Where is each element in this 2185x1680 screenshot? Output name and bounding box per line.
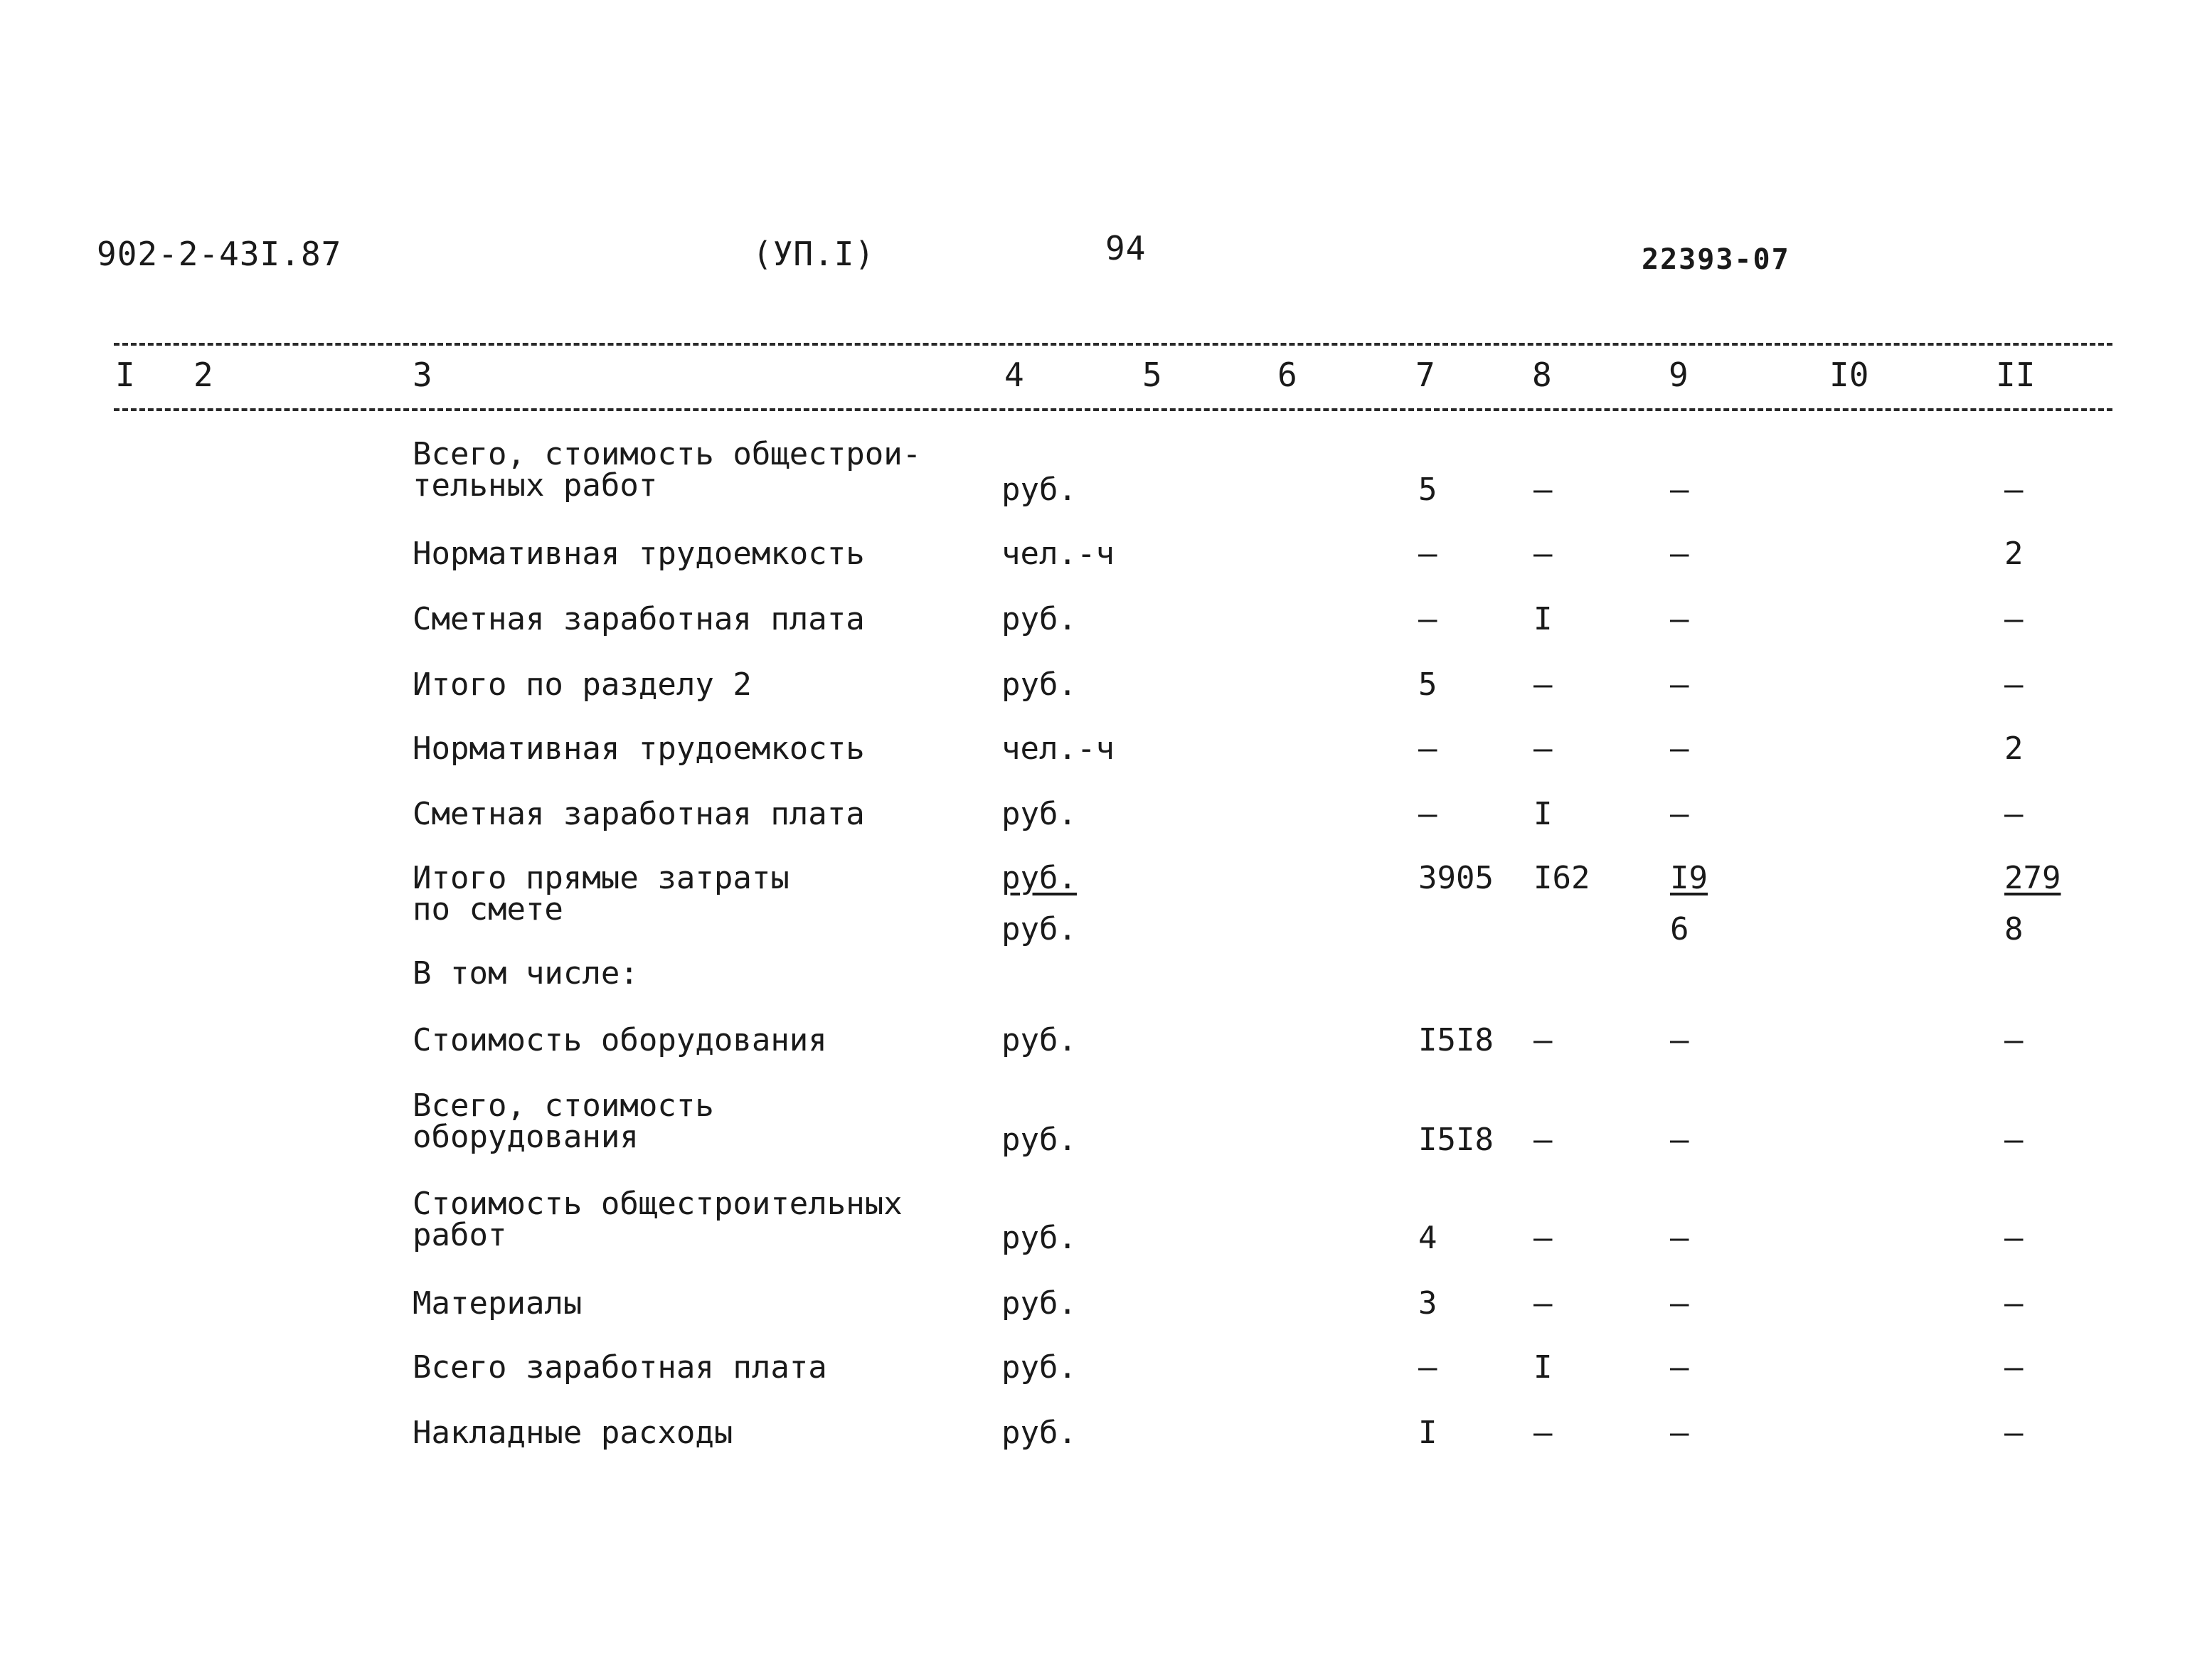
col7-value: 5 bbox=[1418, 666, 1437, 703]
col11-value: – bbox=[2004, 1220, 2024, 1256]
document-number: 902-2-43I.87 bbox=[97, 235, 342, 273]
row-unit: руб. bbox=[1001, 1022, 1077, 1058]
row-unit-secondary: руб. bbox=[1001, 911, 1077, 947]
volume-label: (УП.I) bbox=[753, 235, 876, 273]
col9-value: – bbox=[1670, 1220, 1689, 1256]
col11-value: – bbox=[2004, 796, 2024, 832]
col7-value: I bbox=[1418, 1415, 1437, 1451]
col8-value: – bbox=[1533, 1220, 1553, 1256]
col8-value: – bbox=[1533, 730, 1553, 767]
row-label: Стоимость оборудования bbox=[413, 1022, 827, 1058]
header-top-rule bbox=[114, 343, 2112, 346]
column-number: 6 bbox=[1277, 356, 1297, 394]
col11-value: – bbox=[2004, 666, 2024, 703]
col7-value: – bbox=[1418, 730, 1437, 767]
col11-value: – bbox=[2004, 472, 2024, 508]
row-label: Всего, стоимость общестрои- bbox=[413, 436, 922, 472]
col11-value: – bbox=[2004, 1285, 2024, 1322]
column-number: 2 bbox=[193, 356, 213, 394]
row-label-continued: тельных работ bbox=[413, 467, 658, 504]
row-label: Итого прямые затраты bbox=[413, 860, 790, 896]
column-number: 8 bbox=[1532, 356, 1552, 394]
row-label: Всего заработная плата bbox=[413, 1349, 827, 1386]
col8-value: – bbox=[1533, 536, 1553, 572]
row-label: Всего, стоимость bbox=[413, 1088, 714, 1124]
col8-value: I bbox=[1533, 1349, 1553, 1386]
column-number: II bbox=[1996, 356, 2036, 394]
col8-value: – bbox=[1533, 666, 1553, 703]
row-label: Материалы bbox=[413, 1285, 583, 1322]
column-number: 4 bbox=[1004, 356, 1024, 394]
row-label-continued: оборудования bbox=[413, 1119, 639, 1155]
col9-value: – bbox=[1670, 730, 1689, 767]
row-label: Нормативная трудоемкость bbox=[413, 536, 865, 572]
col9-value: – bbox=[1670, 796, 1689, 832]
row-unit: чел.-ч bbox=[1001, 536, 1115, 572]
col7-value: 5 bbox=[1418, 472, 1437, 508]
row-unit: руб. bbox=[1001, 1220, 1077, 1256]
col7-value: I5I8 bbox=[1418, 1022, 1494, 1058]
col8-value: – bbox=[1533, 1285, 1553, 1322]
col9-value: – bbox=[1670, 1122, 1689, 1158]
col11-value: – bbox=[2004, 1122, 2024, 1158]
document-code: 22393-07 bbox=[1642, 243, 1790, 276]
section-label: В том числе: bbox=[413, 955, 639, 991]
col8-value: – bbox=[1533, 1122, 1553, 1158]
row-unit: руб. bbox=[1001, 666, 1077, 703]
col9-value: – bbox=[1670, 1285, 1689, 1322]
row-unit: руб. bbox=[1001, 472, 1077, 508]
col7-value: 4 bbox=[1418, 1220, 1437, 1256]
col11-value: – bbox=[2004, 601, 2024, 637]
col11-value-secondary: 8 bbox=[2004, 911, 2024, 947]
column-number: I0 bbox=[1829, 356, 1869, 394]
column-number: I bbox=[115, 356, 135, 394]
col7-value: – bbox=[1418, 601, 1437, 637]
col8-value: I bbox=[1533, 796, 1553, 832]
row-label: Итого по разделу 2 bbox=[413, 666, 752, 703]
col8-value: I bbox=[1533, 601, 1553, 637]
row-label: Сметная заработная плата bbox=[413, 796, 865, 832]
row-label: Накладные расходы bbox=[413, 1415, 733, 1451]
col9-value: – bbox=[1670, 536, 1689, 572]
col11-value: 279 bbox=[2004, 860, 2061, 896]
col11-value: – bbox=[2004, 1349, 2024, 1386]
col8-value: I62 bbox=[1533, 860, 1590, 896]
column-number: 5 bbox=[1142, 356, 1162, 394]
col9-value: – bbox=[1670, 1349, 1689, 1386]
col9-value: – bbox=[1670, 1022, 1689, 1058]
row-unit: руб. bbox=[1001, 796, 1077, 832]
row-unit: руб. bbox=[1001, 1122, 1077, 1158]
col7-value: I5I8 bbox=[1418, 1122, 1494, 1158]
row-label: Сметная заработная плата bbox=[413, 601, 865, 637]
col9-value: – bbox=[1670, 666, 1689, 703]
col7-value: – bbox=[1418, 1349, 1437, 1386]
col11-value: 2 bbox=[2004, 536, 2024, 572]
col9-value: – bbox=[1670, 1415, 1689, 1451]
row-label: Стоимость общестроительных bbox=[413, 1186, 903, 1222]
row-label-continued: работ bbox=[413, 1217, 507, 1253]
page-number: 94 bbox=[1105, 229, 1147, 267]
row-label: Нормативная трудоемкость bbox=[413, 730, 865, 767]
row-unit: руб. bbox=[1001, 1285, 1077, 1322]
col8-value: – bbox=[1533, 472, 1553, 508]
row-unit: руб. bbox=[1001, 1349, 1077, 1386]
col7-value: – bbox=[1418, 796, 1437, 832]
column-number: 9 bbox=[1669, 356, 1689, 394]
col7-value: 3 bbox=[1418, 1285, 1437, 1322]
col9-value: – bbox=[1670, 601, 1689, 637]
column-number: 3 bbox=[413, 356, 432, 394]
col11-value: – bbox=[2004, 1022, 2024, 1058]
col8-value: – bbox=[1533, 1415, 1553, 1451]
row-unit: руб. bbox=[1001, 1415, 1077, 1451]
row-unit: руб. bbox=[1001, 601, 1077, 637]
col9-value: I9 bbox=[1670, 860, 1708, 896]
row-unit: чел.-ч bbox=[1001, 730, 1115, 767]
column-number: 7 bbox=[1415, 356, 1435, 394]
row-unit: руб. bbox=[1001, 860, 1077, 896]
col8-value: – bbox=[1533, 1022, 1553, 1058]
row-label-continued: по смете bbox=[413, 891, 563, 927]
col11-value: – bbox=[2004, 1415, 2024, 1451]
col9-value-secondary: 6 bbox=[1670, 911, 1689, 947]
col11-value: 2 bbox=[2004, 730, 2024, 767]
col7-value: – bbox=[1418, 536, 1437, 572]
col7-value: 3905 bbox=[1418, 860, 1494, 896]
header-bottom-rule bbox=[114, 408, 2112, 411]
col9-value: – bbox=[1670, 472, 1689, 508]
